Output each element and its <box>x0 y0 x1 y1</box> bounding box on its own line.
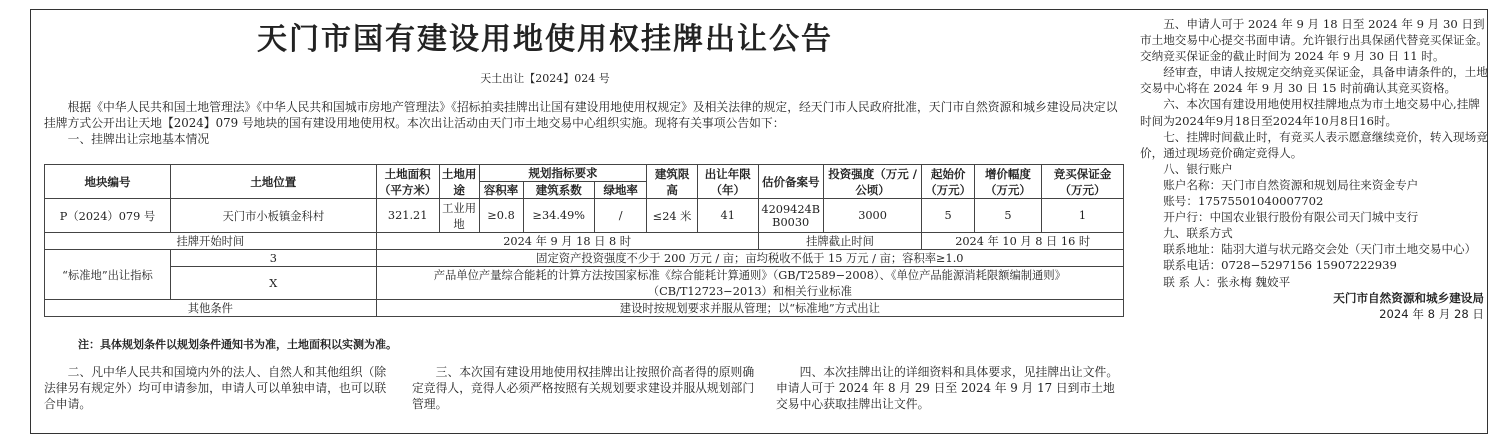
contact-address: 联系地址：陆羽大道与状元路交会处（天门市土地交易中心） <box>1163 242 1477 257</box>
issuer-signature: 天门市自然资源和城乡建设局 <box>1333 290 1484 305</box>
parcel-table <box>44 164 1124 317</box>
account-number: 账号：17575501040007702 <box>1163 194 1324 209</box>
header-start-price: 起始价（万元） <box>922 165 974 199</box>
clause-8: 八、银行账户 <box>1163 161 1233 176</box>
other-conditions-value: 建设时按规划要求并服从管理；以“标准地”方式出让 <box>376 300 1123 317</box>
standard-row2-value: 产品单位产量综合能耗的计算方法按国家标准《综合能耗计算通则》（GB/T2589−2008）、《单位产品能源消耗限额编制通则》（CB/T12723−2013）和相关行业标准 <box>376 267 1123 300</box>
cell-deposit: 1 <box>1042 199 1124 233</box>
intro-paragraph: 根据《中华人民共和国土地管理法》《中华人民共和国城市房地产管理法》《招标拍卖挂牌出让国有建设用地使用权规定》及相关法律的规定，经天门市人民政府批准，天门市自然资源和城乡建设局决定以挂牌方式公开出让天地【2024】079 号地块的国有建设用地使用权。本次出让活动由天门市土地交易中心组织实施。现将有关事项公告如下： <box>44 100 1118 130</box>
header-record: 估价备案号 <box>758 165 823 199</box>
doc-number: 天土出让【2024】024 号 <box>480 72 610 85</box>
issue-date: 2024 年 8 月 28 日 <box>1379 306 1484 321</box>
intro-section <box>44 99 1124 147</box>
cell-record: 4209424BB0030 <box>758 199 823 233</box>
right-column <box>1140 16 1490 322</box>
cell-increment: 5 <box>974 199 1041 233</box>
table-row <box>45 199 1124 233</box>
header-increment: 增价幅度（万元） <box>974 165 1041 199</box>
header-density: 建筑系数 <box>523 182 594 199</box>
contact-phone: 联系电话：0728−5297156 15907222939 <box>1163 258 1397 273</box>
end-time-label: 挂牌截止时间 <box>758 233 922 250</box>
clause-4: 四、本次挂牌出让的详细资料和具体要求，见挂牌出让文件。申请人可于 2024 年 8 月 29 日至 2024 年 9 月 17 日到市土地交易中心获取挂牌出让文件。 <box>776 365 1119 412</box>
header-plan: 规划指标要求 <box>479 165 647 182</box>
header-green: 绿地率 <box>594 182 646 199</box>
account-name: 账户名称：天门市自然资源和规划局往来资金专户 <box>1163 177 1419 192</box>
standard-row1-label: 3 <box>170 250 376 267</box>
page-title: 天门市国有建设用地使用权挂牌出让公告 <box>257 22 833 57</box>
start-time-label: 挂牌开始时间 <box>45 233 377 250</box>
standard-row2-label: X <box>170 267 376 300</box>
clause-3: 三、本次国有建设用地使用权挂牌出让按照价高者得的原则确定竞得人，竞得人必须严格按照有关规划要求建设并服从规划部门管理。 <box>412 365 755 412</box>
other-conditions-label: 其他条件 <box>45 300 377 317</box>
cell-far: ≥0.8 <box>479 199 523 233</box>
standard-row1-value: 固定资产投资强度不少于 200 万元 / 亩；亩均税收不低于 15 万元 / 亩；容积率≥1.0 <box>376 250 1123 267</box>
start-time-value: 2024 年 9 月 18 日 8 时 <box>376 233 758 250</box>
header-deposit: 竞买保证金（万元） <box>1042 165 1124 199</box>
end-time-value: 2024 年 10 月 8 日 16 时 <box>922 233 1124 250</box>
header-invest: 投资强度（万元 / 公顷） <box>823 165 922 199</box>
header-location: 土地位置 <box>170 165 376 199</box>
table-note: 注：具体规划条件以规划条件通知书为准，土地面积以实测为准。 <box>78 338 397 351</box>
clause-2: 二、凡中华人民共和国境内外的法人、自然人和其他组织（除法律另有规定外）均可申请参加，申请人可以单独申请，也可以联合申请。 <box>44 365 387 412</box>
cell-invest: 3000 <box>823 199 922 233</box>
cell-start-price: 5 <box>922 199 974 233</box>
cell-location: 天门市小板镇金科村 <box>170 199 376 233</box>
cell-use: 工业用地 <box>439 199 479 233</box>
cell-height: ≤24 米 <box>647 199 697 233</box>
clause-9: 九、联系方式 <box>1163 226 1233 241</box>
clause-5: 五、申请人可于 2024 年 9 月 18 日至 2024 年 9 月 30 日到市土地交易中心提交书面申请。允许银行出具保函代替竞买保证金。交纳竞买保证金的截止时间为 2024 年 9 月 30 日 11 时。 <box>1140 17 1488 64</box>
bank-name: 开户行：中国农业银行股份有限公司天门城中支行 <box>1163 210 1419 225</box>
clause-5b: 经审查，申请人按规定交纳竞买保证金，具备申请条件的，土地交易中心将在 2024 年 9 月 30 日 15 时前确认其竞买资格。 <box>1140 65 1488 96</box>
header-area: 土地面积（平方米） <box>376 165 439 199</box>
clause-6: 六、本次国有建设用地使用权挂牌地点为市土地交易中心,挂牌时间为2024年9月18日至2024年10月8日16时。 <box>1140 97 1480 128</box>
section-heading-1: 一、挂牌出让宗地基本情况 <box>67 132 210 146</box>
header-parcel: 地块编号 <box>45 165 171 199</box>
header-height: 建筑限高 <box>647 165 697 199</box>
bottom-col-3 <box>776 364 1124 412</box>
cell-green: / <box>594 199 646 233</box>
cell-years: 41 <box>697 199 758 233</box>
header-use: 土地用途 <box>439 165 479 199</box>
cell-parcel: P（2024）079 号 <box>45 199 171 233</box>
cell-density: ≥34.49% <box>523 199 594 233</box>
bottom-col-2 <box>412 364 757 412</box>
bottom-col-1 <box>44 364 394 412</box>
contact-person: 联 系 人：张永梅 魏姣平 <box>1163 274 1291 289</box>
header-years: 出让年限（年） <box>697 165 758 199</box>
header-far: 容积率 <box>479 182 523 199</box>
clause-7: 七、挂牌时间截止时，有竞买人表示愿意继续竞价，转入现场竞价，通过现场竞价确定竞得人。 <box>1140 129 1488 160</box>
cell-area: 321.21 <box>376 199 439 233</box>
standard-land-label: “标准地”出让指标 <box>45 250 171 300</box>
